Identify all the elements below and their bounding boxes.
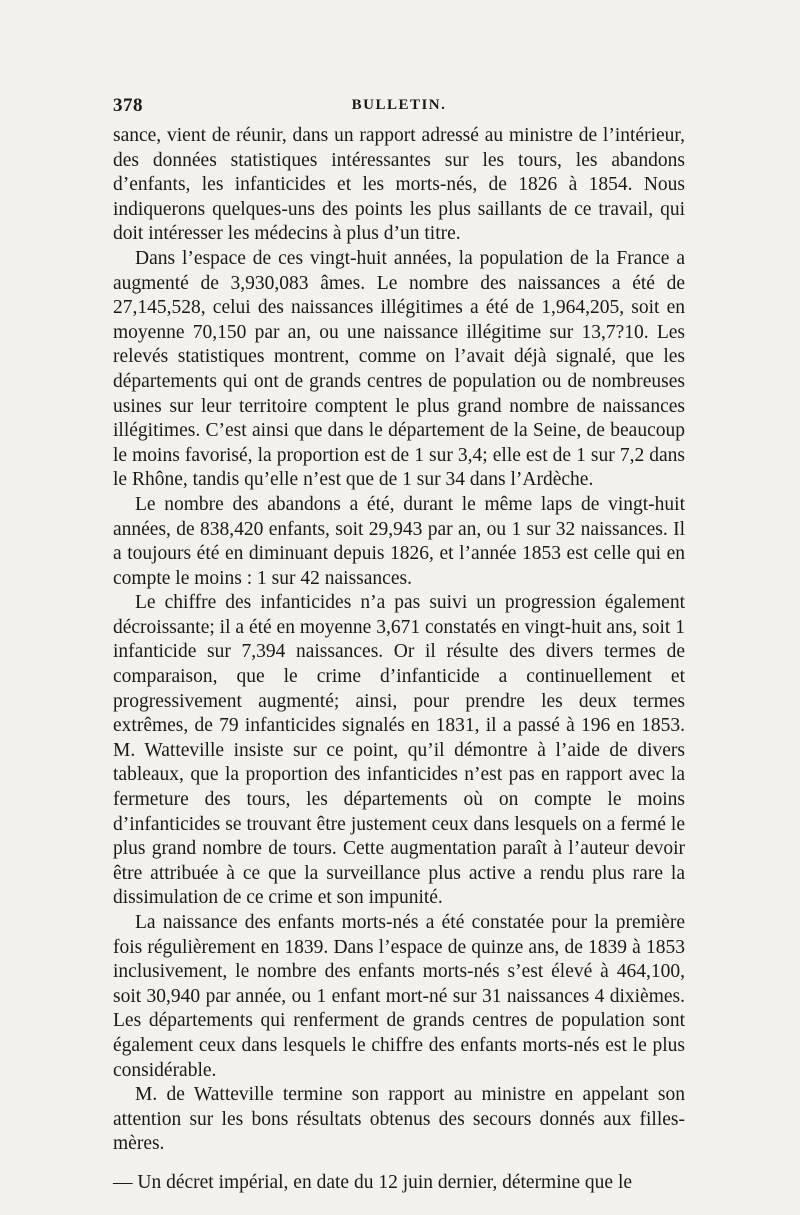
paragraph-imperial-decree: — Un décret impérial, en date du 12 juin dernier, détermine que le xyxy=(113,1171,633,1193)
paragraph-conclusion: M. de Watteville termine son rapport au ministre en appelant son attention sur les bons résultats obtenus des secours donnés aux filles-mères. xyxy=(113,1084,685,1155)
running-head: BULLETIN. xyxy=(351,97,447,113)
paragraph-abandonments: Le nombre des abandons a été, durant le même laps de vingt-huit années, de 838,420 enfants, soit 29,943 par an, ou 1 sur 32 naissances. Il a toujours été en diminuant depuis 1826, et l’année 1853 est celle qui en compte le moins : 1 sur 42 naissances. xyxy=(113,493,685,589)
paragraph-population-births: Dans l’espace de ces vingt-huit années, la population de la France a augmenté de 3,930,083 âmes. Le nombre des naissances a été de 27,145,528, celui des naissances illégitimes a été de 1,964,205, soit en moyenne 70,150 par an, ou une naissance illégitime sur 13,7?10. Les relevés statistiques montrent, comme on l’avait déjà signalé, que les départements qui ont de grands centres de population ou de nombreuses usines sur leur territoire comptent le plus grand nombre de naissances illégitimes. C’est ainsi que dans le département de la Seine, de beaucoup le moins favorisé, la proportion est de 1 sur 3,4; elle est de 1 sur 7,2 dans le Rhône, tandis qu’elle n’est que de 1 sur 34 dans l’Ardèche. xyxy=(113,247,685,491)
paragraph-continuation: sance, vient de réunir, dans un rapport adressé au ministre de l’intérieur, des données statistiques intéressantes sur les tours, les abandons d’enfants, les infanticides et les morts-nés, de 1826 à 1854. Nous indiquerons quelques-uns des points les plus saillants de ce travail, qui doit intéresser les médecins à plus d’un titre. xyxy=(113,125,685,245)
paragraph-stillbirths: La naissance des enfants morts-nés a été constatée pour la première fois régulièrement en 1839. Dans l’espace de quinze ans, de 1839 à 1853 inclusivement, le nombre des enfants morts-nés s’est élevé à 464,100, soit 30,940 par année, ou 1 enfant mort-né sur 31 naissances 4 dixièmes. Les départements qui renferment de grands centres de population sont également ceux dans lesquels le chiffre des enfants morts-nés est le plus considérable. xyxy=(113,912,685,1081)
page-header xyxy=(113,95,685,119)
body-text xyxy=(113,124,685,1196)
paragraph-infanticides: Le chiffre des infanticides n’a pas suivi un progression également décroissante; il a été en moyenne 3,671 constatés en vingt-huit ans, soit 1 infanticide sur 7,394 naissances. Or il résulte des divers termes de comparaison, que le crime d’infanticide a continuellement et progressivement augmenté; ainsi, pour prendre les deux termes extrêmes, de 79 infanticides signalés en 1831, il a passé à 196 en 1853. M. Watteville insiste sur ce point, qu’il démontre à l’aide de divers tableaux, que la proportion des infanticides n’est pas en rapport avec la fermeture des tours, les départements où on compte le moins d’infanticides se trouvant être justement ceux dans lesquels on a fermé le plus grand nombre de tours. Cette augmentation paraît à l’auteur devoir être attribuée à ce que la surveillance plus active a rendu plus rare la dissimulation de ce crime et son impunité. xyxy=(113,592,685,909)
page-number: 378 xyxy=(113,95,143,116)
